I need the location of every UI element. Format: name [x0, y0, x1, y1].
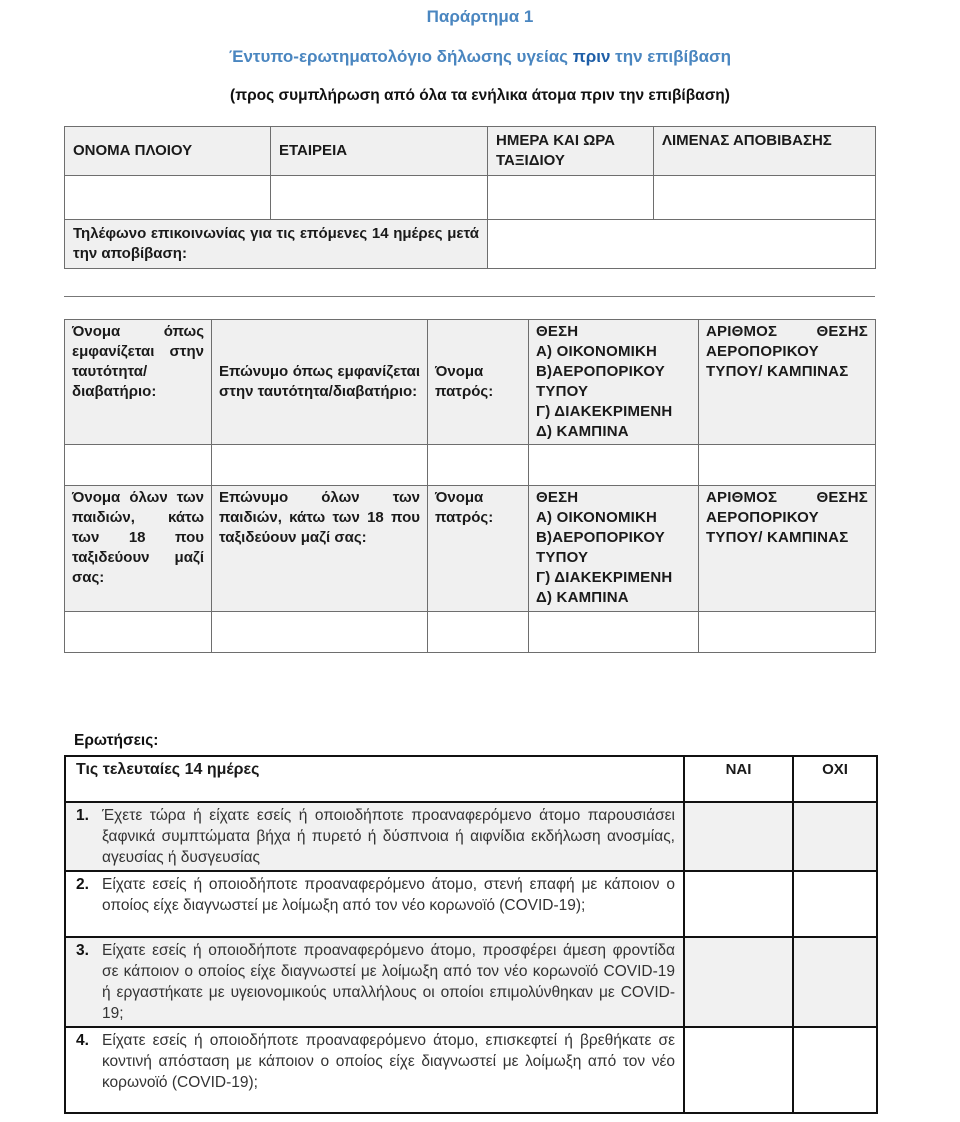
child-seat-number-header: ΑΡΙΘΜΟΣ ΘΕΣΗΣ ΑΕΡΟΠΟΡΙΚΟΥ ΤΥΠΟΥ/ ΚΑΜΠΙΝΑΣ: [699, 486, 876, 612]
seat-class-title: ΘΕΣΗ: [536, 489, 579, 506]
questions-table: [64, 755, 878, 1114]
adult-seat-number-field[interactable]: [699, 445, 876, 486]
form-subtitle: (προς συμπλήρωση από όλα τα ενήλικα άτομα πριν την επιβίβαση): [230, 87, 730, 104]
adult-seat-number-header: ΑΡΙΘΜΟΣ ΘΕΣΗΣ ΑΕΡΟΠΟΡΙΚΟΥ ΤΥΠΟΥ/ ΚΑΜΠΙΝΑΣ: [699, 320, 876, 445]
question-text: Είχατε εσείς ή οποιοδήποτε προαναφερόμενο άτομο, στενή επαφή με κάποιον ο οποίος είχε διαγνωστεί με λοίμωξη από τον νέο κορωνοϊό (COVID-19);: [102, 876, 675, 914]
question-row: [65, 871, 877, 937]
adult-first-name-field[interactable]: [65, 445, 212, 486]
seat-option-d: Δ) ΚΑΜΠΙΝΑ: [536, 423, 629, 440]
child-first-name-field[interactable]: [65, 612, 212, 653]
question-cell: [65, 802, 684, 871]
seat-option-c: Γ) ΔΙΑΚΕΚΡΙΜΕΝΗ: [536, 403, 673, 420]
question-1-yes-cell[interactable]: [684, 802, 793, 871]
yes-header: ΝΑΙ: [684, 756, 793, 802]
seat-option-a: Α) ΟΙΚΟΝΟΜΙΚΗ: [536, 343, 658, 360]
seat-class-title: ΘΕΣΗ: [536, 323, 579, 340]
ship-name-header: ΟΝΟΜΑ ΠΛΟΙΟΥ: [65, 127, 271, 176]
seat-option-a: Α) ΟΙΚΟΝΟΜΙΚΗ: [536, 509, 658, 526]
seat-option-b: Β)ΑΕΡΟΠΟΡΙΚΟΥ ΤΥΠΟΥ: [536, 363, 666, 400]
question-text: Έχετε τώρα ή είχατε εσείς ή οποιοδήποτε προαναφερόμενο άτομο παρουσιάσει ξαφνικά συμπτώματα βήχα ή πυρετό ή δύσπνοια ή αιφνίδια εκδήλωση ανοσμίας, αγευσίας ή δυσγευσίας: [102, 807, 675, 866]
child-seat-number-field[interactable]: [699, 612, 876, 653]
question-4-yes-cell[interactable]: [684, 1027, 793, 1113]
ship-name-field[interactable]: [65, 176, 271, 220]
adult-father-name-field[interactable]: [428, 445, 529, 486]
seat-option-b: Β)ΑΕΡΟΠΟΡΙΚΟΥ ΤΥΠΟΥ: [536, 529, 666, 566]
adult-seat-class-field[interactable]: [529, 445, 699, 486]
disembark-port-header: ΛΙΜΕΝΑΣ ΑΠΟΒΙΒΑΣΗΣ: [654, 127, 876, 176]
question-number: 1.: [76, 807, 89, 824]
question-number: 4.: [76, 1032, 89, 1049]
child-father-name-header: Όνομα πατρός:: [428, 486, 529, 612]
question-cell: [65, 1027, 684, 1113]
child-seat-class-field[interactable]: [529, 612, 699, 653]
phone-field[interactable]: [488, 220, 876, 269]
passenger-table: [64, 319, 876, 653]
seat-option-d: Δ) ΚΑΜΠΙΝΑ: [536, 589, 629, 606]
travel-datetime-field[interactable]: [488, 176, 654, 220]
question-number: 3.: [76, 942, 89, 959]
question-cell: [65, 871, 684, 937]
child-last-name-header: Επώνυμο όλων των παιδιών, κάτω των 18 που ταξιδεύουν μαζί σας:: [212, 486, 428, 612]
form-title: [0, 47, 960, 67]
form-title-part2: την επιβίβαση: [610, 47, 732, 66]
question-2-yes-cell[interactable]: [684, 871, 793, 937]
travel-datetime-header: ΗΜΕΡΑ ΚΑΙ ΩΡΑ ΤΑΞΙΔΙΟΥ: [488, 127, 654, 176]
annex-title: Παράρτημα 1: [426, 7, 534, 26]
company-header: ΕΤΑΙΡΕΙΑ: [271, 127, 488, 176]
question-text: Είχατε εσείς ή οποιοδήποτε προαναφερόμενο άτομο, προσφέρει άμεση φροντίδα σε κάποιον ο οποίος είχε διαγνωστεί με λοίμωξη από τον νέο κορωνοϊό COVID-19 ή εργαστήκατε με υγειονομικούς υπαλλήλους οι οποίοι επιμολύνθηκαν με COVID-19;: [102, 942, 675, 1022]
questions-label: Ερωτήσεις:: [74, 732, 159, 749]
section-divider: [64, 296, 875, 297]
adult-seat-class-header: [529, 320, 699, 445]
question-row: [65, 1027, 877, 1113]
question-1-no-cell[interactable]: [793, 802, 877, 871]
adult-last-name-header: Επώνυμο όπως εμφανίζεται στην ταυτότητα/διαβατήριο:: [212, 320, 428, 445]
question-text: Είχατε εσείς ή οποιοδήποτε προαναφερόμενο άτομο, επισκεφτεί ή βρεθήκατε σε κοντινή απόσταση με κάποιον ο οποίος είχε διαγνωστεί με λοίμωξη από τον νέο κορωνοϊό (COVID-19);: [102, 1032, 675, 1091]
ship-info-table: [64, 126, 876, 269]
question-2-no-cell[interactable]: [793, 871, 877, 937]
adult-last-name-field[interactable]: [212, 445, 428, 486]
adult-father-name-header: Όνομα πατρός:: [428, 320, 529, 445]
adult-first-name-header: Όνομα όπως εμφανίζεται στην ταυτότητα/ διαβατήριο:: [65, 320, 212, 445]
disembark-port-field[interactable]: [654, 176, 876, 220]
form-title-part1: Έντυπο-ερωτηματολόγιο δήλωσης υγείας: [228, 47, 573, 66]
child-first-name-header: Όνομα όλων των παιδιών, κάτω των 18 που ταξιδεύουν μαζί σας:: [65, 486, 212, 612]
no-header: ΟΧΙ: [793, 756, 877, 802]
seat-option-c: Γ) ΔΙΑΚΕΚΡΙΜΕΝΗ: [536, 569, 673, 586]
question-row: [65, 802, 877, 871]
question-number: 2.: [76, 876, 89, 893]
child-father-name-field[interactable]: [428, 612, 529, 653]
form-title-highlight: πριν: [572, 47, 611, 66]
question-3-no-cell[interactable]: [793, 937, 877, 1027]
question-row: [65, 937, 877, 1027]
question-3-yes-cell[interactable]: [684, 937, 793, 1027]
question-cell: [65, 937, 684, 1027]
phone-label: Τηλέφωνο επικοινωνίας για τις επόμενες 14 ημέρες μετά την αποβίβαση:: [65, 220, 488, 269]
questions-period-header: Τις τελευταίες 14 ημέρες: [65, 756, 684, 802]
child-seat-class-header: [529, 486, 699, 612]
child-last-name-field[interactable]: [212, 612, 428, 653]
company-field[interactable]: [271, 176, 488, 220]
question-4-no-cell[interactable]: [793, 1027, 877, 1113]
